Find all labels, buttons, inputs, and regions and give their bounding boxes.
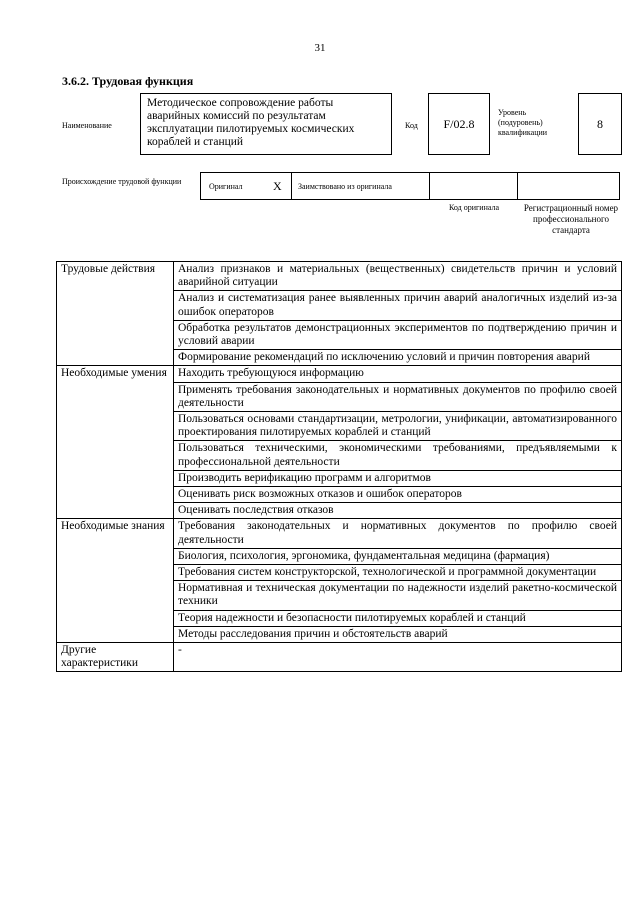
row-group-label: Другие характеристики <box>57 643 174 672</box>
table-cell: Производить верификацию программ и алгоритмов <box>174 470 622 486</box>
table-row <box>57 366 622 382</box>
row-group-label: Необходимые умения <box>57 366 174 519</box>
page-number: 31 <box>314 42 326 54</box>
code-label: Код <box>405 121 418 130</box>
table-row <box>57 262 622 291</box>
table-cell: Пользоваться техническими, экономическими требованиями, предъявляемыми к профессиональной деятельности <box>174 441 622 470</box>
table-cell: Требования систем конструкторской, технологической и программной документации <box>174 565 622 581</box>
origin-row <box>200 172 620 200</box>
origin-label: Происхождение трудовой функции <box>62 177 182 186</box>
table-cell: Пользоваться основами стандартизации, метрологии, унификации, автоматизированного проектирования пилотируемых кораблей и станций <box>174 412 622 441</box>
section-title: 3.6.2. Трудовая функция <box>62 74 194 88</box>
table-row <box>57 519 622 548</box>
code-original-cell <box>430 172 518 200</box>
competency-table <box>56 261 622 672</box>
level-value: 8 <box>578 93 622 155</box>
original-cell <box>200 172 292 200</box>
row-group-label: Трудовые действия <box>57 262 174 366</box>
reg-number-cell <box>518 172 620 200</box>
table-cell: Применять требования законодательных и нормативных документов по профилю своей деятельности <box>174 382 622 411</box>
name-label: Наименование <box>62 121 112 130</box>
reg-number-label: Регистрационный номер профессионального стандарта <box>523 203 619 235</box>
table-cell: - <box>174 643 622 672</box>
table-cell: Обработка результатов демонстрационных экспериментов по подтверждению причин и условий аварии <box>174 320 622 349</box>
table-cell: Оценивать риск возможных отказов и ошибок операторов <box>174 487 622 503</box>
row-group-label: Необходимые знания <box>57 519 174 643</box>
table-cell: Находить требующуюся информацию <box>174 366 622 382</box>
borrowed-label: Заимствовано из оригинала <box>298 182 392 191</box>
table-cell: Требования законодательных и нормативных документов по профилю своей деятельности <box>174 519 622 548</box>
original-label: Оригинал <box>209 182 243 191</box>
table-cell: Биология, психология, эргономика, фундаментальная медицина (фармация) <box>174 548 622 564</box>
table-cell: Методы расследования причин и обстоятельств аварий <box>174 626 622 642</box>
table-cell: Оценивать последствия отказов <box>174 503 622 519</box>
table-cell: Анализ и систематизация ранее выявленных причин аварий аналогичных изделий из-за ошибок операторов <box>174 291 622 320</box>
code-original-label: Код оригинала <box>448 203 500 212</box>
level-label: Уровень (подуровень) квалификации <box>498 108 548 137</box>
table-cell: Теория надежности и безопасности пилотируемых кораблей и станций <box>174 610 622 626</box>
name-value: Методическое сопровождение работы аварийных комиссий по результатам эксплуатации пилотируемых космических кораблей и станций <box>140 93 392 155</box>
borrowed-cell <box>292 172 430 200</box>
table-cell: Формирование рекомендаций по исключению условий и причин повторения аварий <box>174 350 622 366</box>
table-cell: Нормативная и техническая документации по надежности изделий ракетно-космической техники <box>174 581 622 610</box>
original-mark: X <box>273 179 282 193</box>
code-value: F/02.8 <box>428 93 490 155</box>
table-cell: Анализ признаков и материальных (вещественных) свидетельств причин и условий аварийной ситуации <box>174 262 622 291</box>
table-row <box>57 643 622 672</box>
